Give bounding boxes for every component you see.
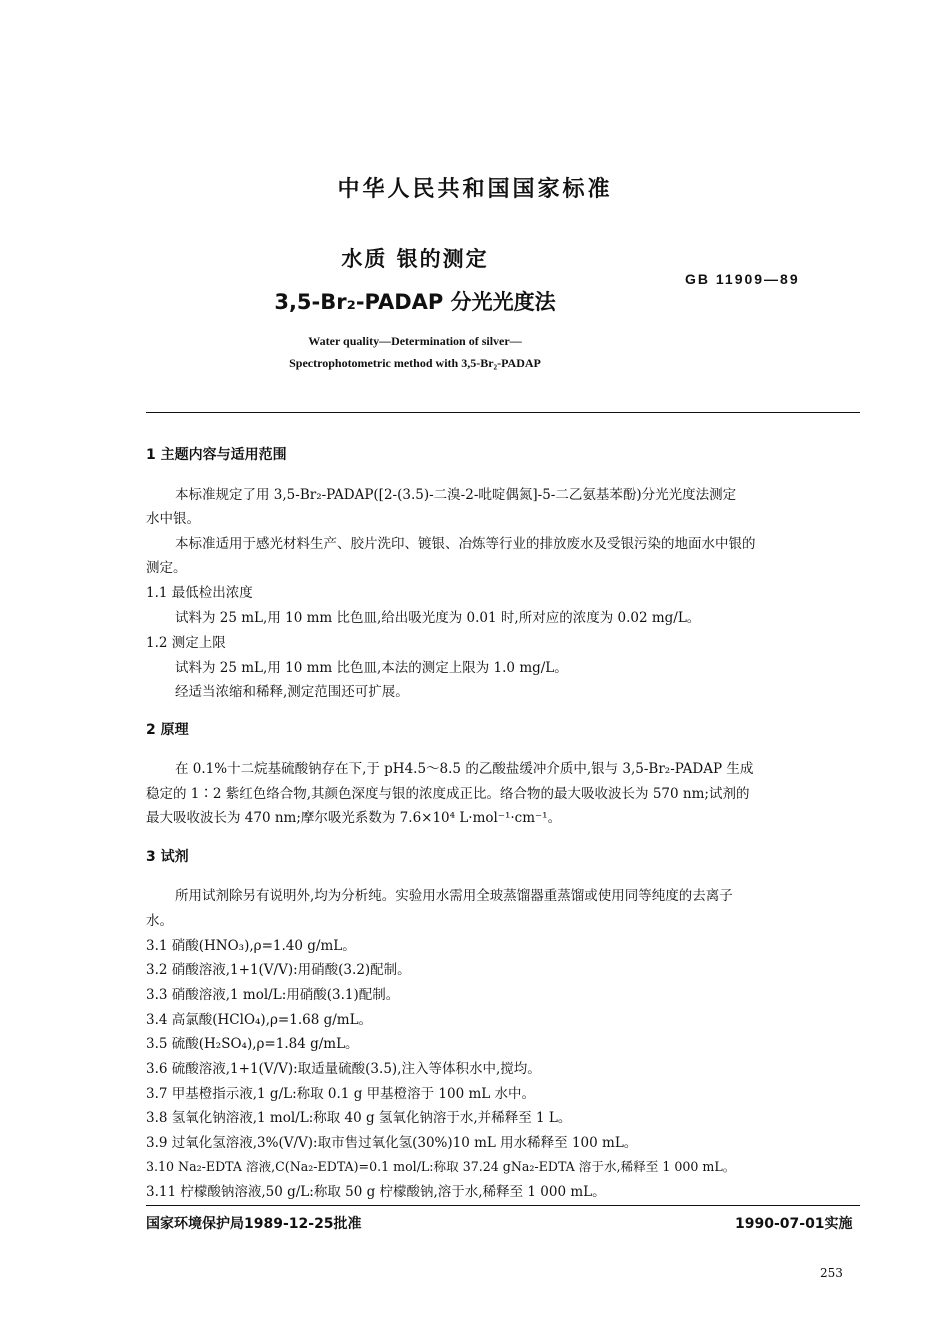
reagent-item: 3.8 氢氧化钠溶液,1 mol/L:称取 40 g 氢氧化钠溶于水,并稀释至 1 L。 bbox=[146, 1110, 572, 1126]
section-1-paragraph-1-line2: 水中银。 bbox=[146, 511, 200, 527]
section-1-heading: 1 主题内容与适用范围 bbox=[146, 447, 287, 463]
title-divider bbox=[146, 412, 860, 413]
section-3-heading: 3 试剂 bbox=[146, 849, 189, 865]
section-3-intro-line2: 水。 bbox=[146, 913, 173, 929]
page-number: 253 bbox=[820, 1266, 843, 1280]
section-3-intro-line1: 所用试剂除另有说明外,均为分析纯。实验用水需用全玻蒸馏器重蒸馏或使用同等纯度的去离子 bbox=[175, 888, 733, 904]
section-2-line3: 最大吸收波长为 470 nm;摩尔吸光系数为 7.6×10⁴ L·mol⁻¹·cm⁻¹。 bbox=[146, 810, 562, 826]
subsection-1-1-heading: 1.1 最低检出浓度 bbox=[146, 585, 253, 601]
reagent-item: 3.4 高氯酸(HClO₄),ρ=1.68 g/mL。 bbox=[146, 1012, 373, 1028]
subsection-1-2-heading: 1.2 测定上限 bbox=[146, 635, 226, 651]
reagent-item: 3.9 过氧化氢溶液,3%(V/V):取市售过氧化氢(30%)10 mL 用水稀释至 100 mL。 bbox=[146, 1135, 638, 1151]
standard-code: GB 11909—89 bbox=[685, 271, 800, 287]
section-2-line2: 稳定的 1∶2 紫红色络合物,其颜色深度与银的浓度成正比。络合物的最大吸收波长为 570 nm;试剂的 bbox=[146, 786, 750, 802]
english-title-line2: Spectrophotometric method with 3,5-Br₂-PADAP bbox=[289, 356, 541, 370]
reagent-item: 3.7 甲基橙指示液,1 g/L:称取 0.1 g 甲基橙溶于 100 mL 水中。 bbox=[146, 1086, 536, 1102]
reagent-item: 3.1 硝酸(HNO₃),ρ=1.40 g/mL。 bbox=[146, 938, 356, 954]
reagent-item: 3.5 硫酸(H₂SO₄),ρ=1.84 g/mL。 bbox=[146, 1036, 359, 1052]
document-title-line1: 水质 银的测定 bbox=[341, 247, 489, 271]
reagent-item: 3.10 Na₂-EDTA 溶液,C(Na₂-EDTA)=0.1 mol/L:称取 37.24 gNa₂-EDTA 溶于水,稀释至 1 000 mL。 bbox=[146, 1159, 736, 1174]
reagent-item: 3.11 柠檬酸钠溶液,50 g/L:称取 50 g 柠檬酸钠,溶于水,稀释至 1 000 mL。 bbox=[146, 1184, 606, 1200]
effective-date: 1990-07-01实施 bbox=[735, 1216, 853, 1232]
section-2-line1: 在 0.1%十二烷基硫酸钠存在下,于 pH4.5～8.5 的乙酸盐缓冲介质中,银与 3,5-Br₂-PADAP 生成 bbox=[175, 761, 754, 777]
subsection-1-1-text: 试料为 25 mL,用 10 mm 比色皿,给出吸光度为 0.01 时,所对应的浓度为 0.02 mg/L。 bbox=[175, 610, 701, 626]
section-1-paragraph-2-line2: 测定。 bbox=[146, 560, 187, 576]
subsection-1-2-text-1: 试料为 25 mL,用 10 mm 比色皿,本法的测定上限为 1.0 mg/L。 bbox=[175, 660, 568, 676]
section-2-heading: 2 原理 bbox=[146, 722, 189, 738]
footer-divider bbox=[146, 1205, 860, 1206]
approval-info: 国家环境保护局1989-12-25批准 bbox=[146, 1216, 362, 1232]
reagent-item: 3.2 硝酸溶液,1+1(V/V):用硝酸(3.2)配制。 bbox=[146, 962, 411, 978]
reagent-item: 3.3 硝酸溶液,1 mol/L:用硝酸(3.1)配制。 bbox=[146, 987, 400, 1003]
section-1-paragraph-1-line1: 本标准规定了用 3,5-Br₂-PADAP([2-(3.5)-二溴-2-吡啶偶氮]-5-二乙氨基苯酚)分光光度法测定 bbox=[175, 487, 737, 503]
section-1-paragraph-2-line1: 本标准适用于感光材料生产、胶片洗印、镀银、冶炼等行业的排放废水及受银污染的地面水中银的 bbox=[175, 536, 756, 552]
national-standard-header: 中华人民共和国国家标准 bbox=[337, 177, 613, 202]
reagent-item: 3.6 硫酸溶液,1+1(V/V):取适量硫酸(3.5),注入等体积水中,搅均。 bbox=[146, 1061, 541, 1077]
subsection-1-2-text-2: 经适当浓缩和稀释,测定范围还可扩展。 bbox=[175, 684, 409, 700]
english-title-line1: Water quality—Determination of silver— bbox=[308, 334, 522, 348]
document-title-line2: 3,5-Br₂-PADAP 分光光度法 bbox=[274, 290, 556, 314]
